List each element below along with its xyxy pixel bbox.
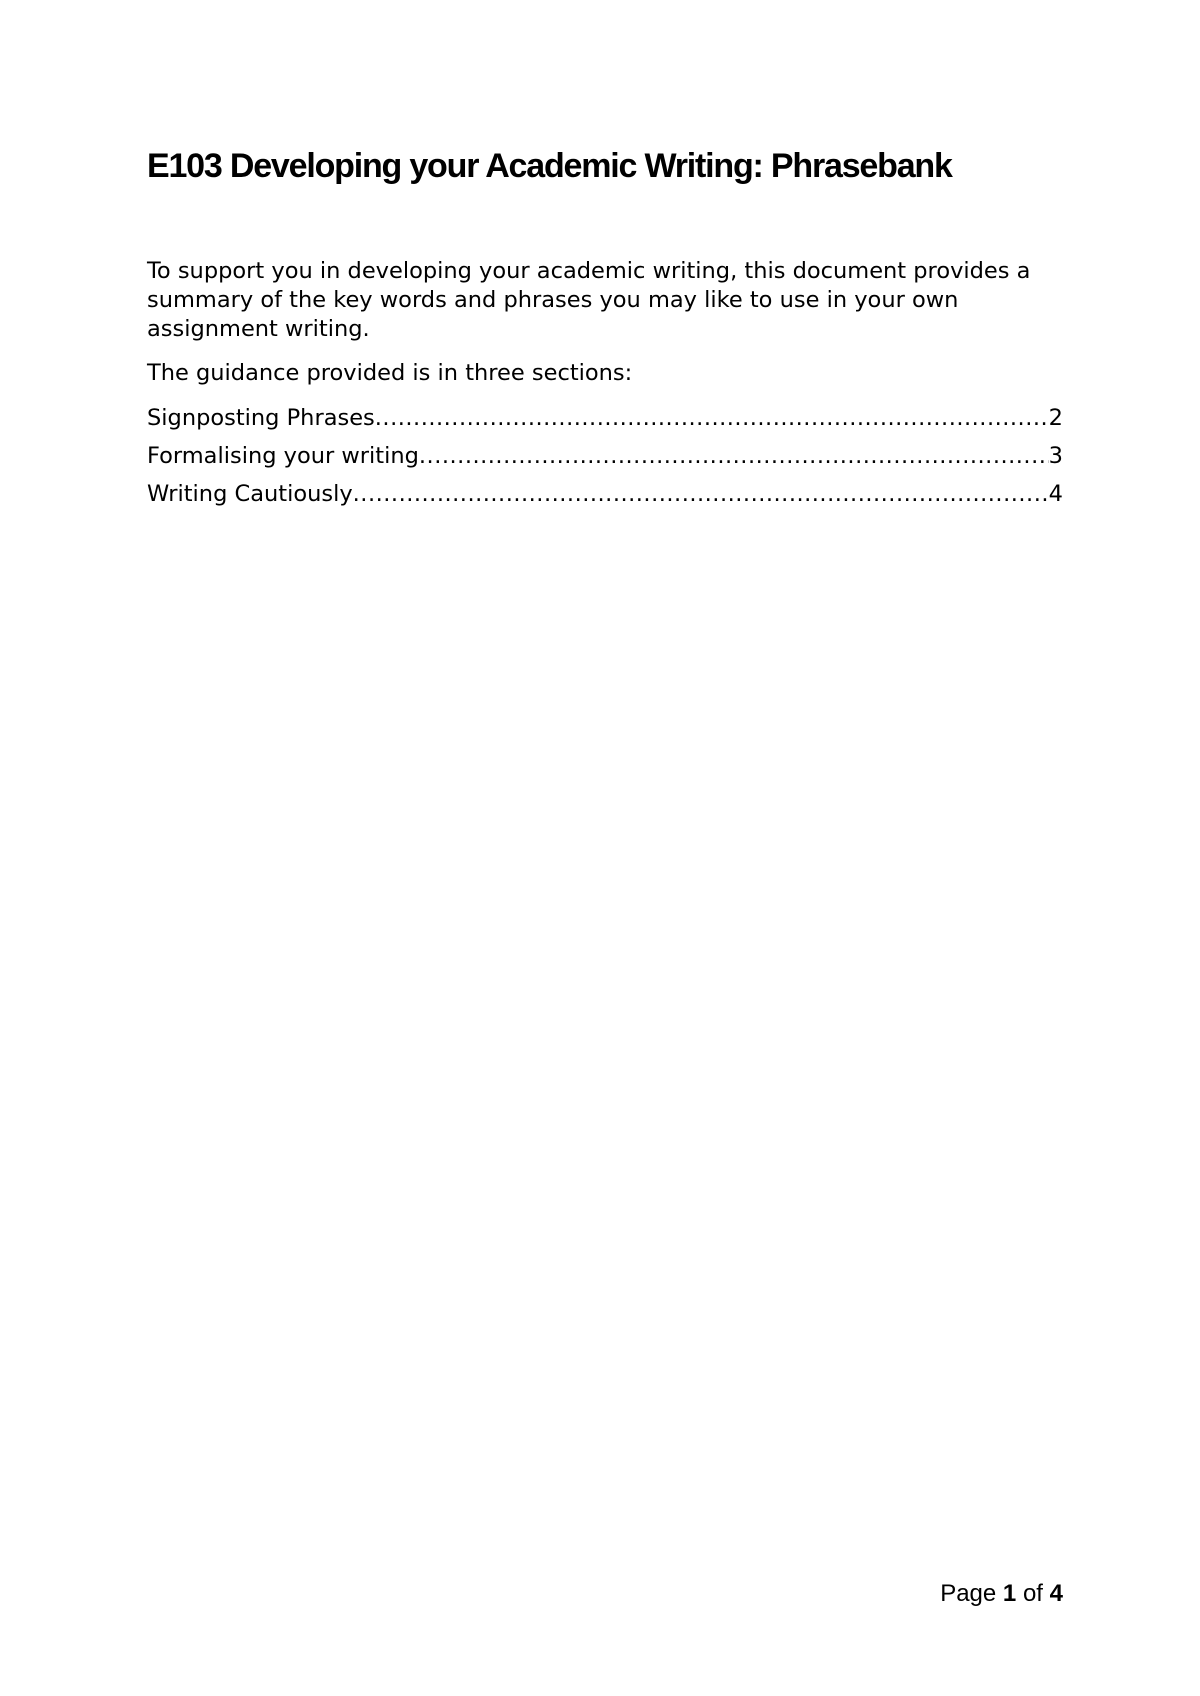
footer-total-pages: 4 bbox=[1049, 1580, 1063, 1607]
footer-of-word: of bbox=[1022, 1580, 1043, 1607]
toc-entry-formalising-your-writing[interactable] bbox=[147, 442, 1063, 471]
toc-entry-label: Formalising your writing bbox=[147, 443, 419, 469]
toc-entry-page-number: 2 bbox=[1048, 405, 1063, 431]
page-footer bbox=[940, 1580, 1063, 1608]
intro-paragraph: To support you in developing your academic writing, this document provides a summary of the key words and phrases you may like to use in your own assignment writing. bbox=[147, 258, 1031, 342]
toc-dot-leader bbox=[419, 442, 1049, 471]
footer-page-word: Page bbox=[940, 1580, 997, 1607]
document-title: E103 Developing your Academic Writing: Phrasebank bbox=[147, 147, 952, 185]
document-body bbox=[147, 257, 1067, 518]
toc-dot-leader bbox=[375, 404, 1049, 433]
toc-entry-label: Signposting Phrases bbox=[147, 405, 375, 431]
toc-entry-writing-cautiously[interactable] bbox=[147, 480, 1063, 509]
table-of-contents bbox=[147, 404, 1067, 509]
toc-entry-signposting-phrases[interactable] bbox=[147, 404, 1063, 433]
toc-entry-page-number: 3 bbox=[1048, 443, 1063, 469]
toc-entry-page-number: 4 bbox=[1048, 481, 1063, 507]
sections-lead-paragraph: The guidance provided is in three sections: bbox=[147, 360, 633, 386]
toc-dot-leader bbox=[353, 480, 1049, 509]
footer-current-page: 1 bbox=[1002, 1580, 1017, 1607]
toc-entry-label: Writing Cautiously bbox=[147, 481, 353, 507]
